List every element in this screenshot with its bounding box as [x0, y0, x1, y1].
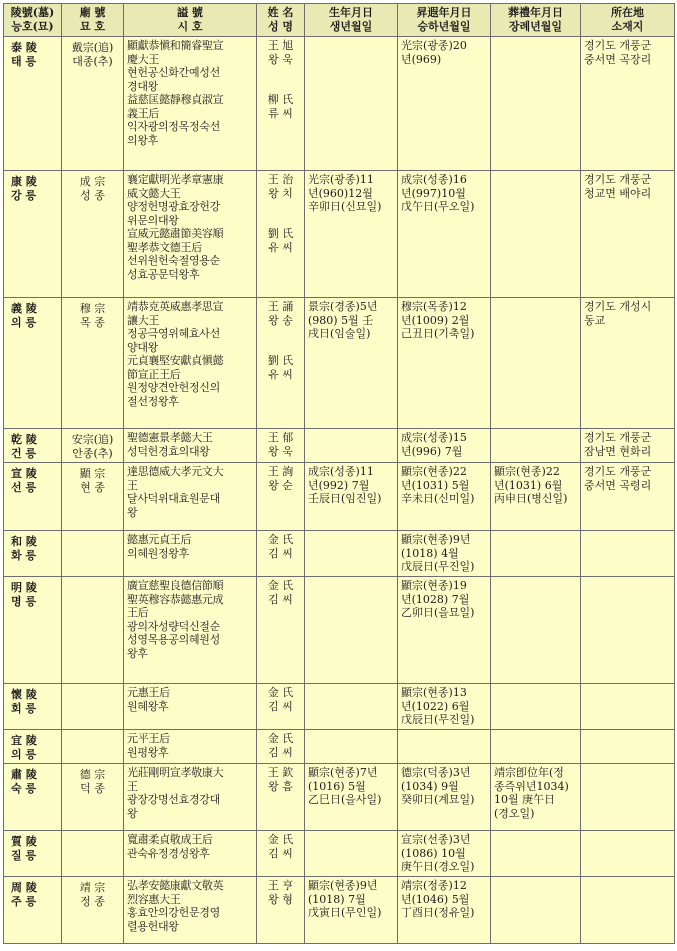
posthumous-title-line: 光莊剛明宣孝敬康大	[127, 766, 224, 779]
header-temple	[62, 4, 124, 37]
tomb-name-cell	[4, 577, 62, 684]
temple-name-hanja: 靖 宗	[79, 881, 106, 894]
location-cell: 경기도 개풍군 중서면 곡장리	[581, 37, 675, 171]
death-date-cell: 靖宗(정종)12 년(1046) 5월 丁酉日(정유일)	[398, 877, 491, 944]
posthumous-title-line: 王	[127, 779, 138, 793]
posthumous-title-line: 왕후	[127, 646, 148, 660]
tomb-table	[3, 3, 675, 944]
posthumous-title-line: 達思德威大孝元文大	[127, 465, 224, 478]
death-date-cell: 顯宗(현종)19 년(1028) 7월 乙卯日(을묘일)	[398, 577, 491, 684]
tomb-name-cell	[4, 831, 62, 877]
table-row	[4, 37, 675, 171]
tomb-name-hangul: 태 릉	[11, 54, 37, 68]
posthumous-title-line: 聖孝恭文德王后	[127, 240, 202, 254]
posthumous-title-line: 현헌공신화간예성선	[127, 66, 220, 79]
death-date-cell: 穆宗(목종)12 년(1009) 2월 己丑日(기축일)	[398, 298, 491, 429]
person-name-hangul: 왕 송	[268, 313, 293, 327]
posthumous-title-line: 절선정왕후	[127, 394, 179, 408]
person-name-cell	[257, 764, 305, 831]
table-row	[4, 764, 675, 831]
posthumous-title-line: 讓大王	[127, 313, 160, 327]
posthumous-title-line: 성영목용공의혜원성	[127, 633, 220, 646]
death-date-cell: 成宗(성종)16 년(997)10월 戊午日(무오일)	[398, 171, 491, 298]
posthumous-title-line: 광장강명선효경강대	[127, 793, 220, 806]
tomb-name-cell	[4, 37, 62, 171]
funeral-date-cell	[491, 831, 581, 877]
posthumous-title-line: 聖英穆容恭懿惠元成	[127, 592, 224, 606]
temple-name-cell	[62, 577, 124, 684]
temple-name-hangul: 덕 종	[80, 781, 105, 795]
posthumous-title-cell	[124, 730, 257, 764]
posthumous-title-line: 元惠王后	[127, 686, 170, 699]
birth-date-cell: 景宗(경종)5년 (980) 5월 壬 戌日(임술일)	[305, 298, 398, 429]
header-tomb-hanja: 陵號(墓)	[10, 6, 55, 19]
person-name-hanja: 柳 氏	[267, 93, 294, 106]
posthumous-title-line: 威文懿大王	[127, 186, 181, 200]
posthumous-title-cell	[124, 684, 257, 730]
posthumous-title-line: 宣威元懿肅節美容順	[127, 227, 224, 240]
posthumous-title-line: 양정헌명광효장헌강	[127, 200, 220, 213]
person-name-hangul: 김 씨	[268, 592, 293, 606]
header-posthumous	[124, 4, 257, 37]
location-cell	[581, 577, 675, 684]
tomb-name-cell	[4, 298, 62, 429]
birth-date-cell	[305, 531, 398, 577]
posthumous-title-line: 顯獻恭愼和簡睿聖宣	[127, 39, 224, 52]
header-location-hangul: 소재지	[611, 20, 644, 33]
funeral-date-cell	[491, 730, 581, 764]
header-name-hanja: 姓 名	[267, 6, 294, 19]
temple-name-cell	[62, 730, 124, 764]
table-row	[4, 298, 675, 429]
tomb-name-hangul: 의 릉	[11, 747, 37, 761]
temple-name-cell	[62, 463, 124, 531]
tomb-name-hanja: 和 陵	[11, 535, 37, 548]
birth-date-cell: 顯宗(현종)7년 (1016) 5월 乙巳日(을사일)	[305, 764, 398, 831]
posthumous-title-line: 관숙유정경성왕후	[127, 846, 210, 860]
person-name-hangul: 김 씨	[268, 546, 293, 560]
header-row	[4, 4, 675, 37]
posthumous-title-line: 王后	[127, 606, 149, 619]
birth-date-cell	[305, 684, 398, 730]
temple-name-hanja: 穆 宗	[79, 302, 106, 315]
temple-name-hangul: 목 종	[80, 315, 105, 329]
posthumous-title-line: 義王后	[127, 106, 160, 120]
temple-name-hanja: 顯 宗	[79, 467, 106, 480]
location-cell	[581, 531, 675, 577]
temple-name-cell	[62, 764, 124, 831]
posthumous-title-line: 廣宣慈聖良德信節順	[127, 579, 224, 592]
posthumous-title-line: 왕	[127, 505, 138, 519]
tomb-name-hangul: 명 릉	[11, 594, 37, 608]
person-name-cell	[257, 429, 305, 463]
location-cell	[581, 730, 675, 764]
funeral-date-cell: 顯宗(현종)22 년(1031) 6월 丙申日(병신일)	[491, 463, 581, 531]
person-name-hanja: 王 誦	[267, 300, 294, 313]
header-birth-hangul: 생년월일	[329, 20, 373, 33]
person-name-hanja: 王 郁	[267, 431, 294, 444]
funeral-date-cell	[491, 298, 581, 429]
location-cell: 경기도 개성시 동교	[581, 298, 675, 429]
header-tomb	[4, 4, 62, 37]
location-cell	[581, 764, 675, 831]
birth-date-cell	[305, 831, 398, 877]
posthumous-title-line: 益慈匡懿靜穆貞淑宣	[127, 93, 224, 106]
tomb-name-cell	[4, 877, 62, 944]
temple-name-cell	[62, 429, 124, 463]
tomb-name-cell	[4, 171, 62, 298]
person-name-hangul: 김 씨	[268, 699, 293, 713]
birth-date-cell	[305, 37, 398, 171]
posthumous-title-cell	[124, 298, 257, 429]
tomb-table-container	[3, 3, 674, 948]
posthumous-title-line: 경대왕	[127, 79, 158, 93]
funeral-date-cell	[491, 37, 581, 171]
header-location	[581, 4, 675, 37]
header-name	[257, 4, 305, 37]
header-funeral	[491, 4, 581, 37]
tomb-name-hanja: 懷 陵	[11, 688, 37, 701]
posthumous-title-line: 양대왕	[127, 340, 158, 354]
posthumous-title-cell	[124, 37, 257, 171]
posthumous-title-line: 聖德憲景孝懿大王	[127, 431, 213, 444]
posthumous-title-cell	[124, 831, 257, 877]
birth-date-cell: 成宗(성종)11 년(992) 7월 壬辰日(임진일)	[305, 463, 398, 531]
posthumous-title-line: 위문의대왕	[127, 213, 179, 227]
person-name-hanja: 王 亨	[267, 879, 294, 892]
person-name-hanja: 金 氏	[267, 732, 294, 745]
tomb-name-hangul: 강 릉	[11, 188, 37, 202]
posthumous-title-line: 렬용헌대왕	[127, 919, 179, 933]
temple-name-hanja: 成 宗	[79, 175, 106, 188]
header-death-hangul: 승하년월일	[417, 20, 471, 33]
posthumous-title-line: 익자광의정목정숙선	[127, 120, 220, 133]
temple-name-cell	[62, 37, 124, 171]
posthumous-title-line: 靖恭克英威惠孝思宣	[127, 300, 224, 313]
posthumous-title-line: 의왕후	[127, 133, 158, 147]
posthumous-title-line: 慶大王	[127, 52, 160, 66]
tomb-name-cell	[4, 429, 62, 463]
temple-name-cell	[62, 877, 124, 944]
posthumous-title-cell	[124, 429, 257, 463]
person-name-hangul: 김 씨	[268, 846, 293, 860]
tomb-name-hanja: 宣 陵	[11, 467, 37, 480]
temple-name-hangul: 성 종	[80, 188, 105, 202]
tomb-name-hangul: 건 릉	[11, 446, 37, 460]
tomb-name-cell	[4, 730, 62, 764]
person-name-hangul: 왕 욱	[268, 444, 293, 458]
table-row	[4, 831, 675, 877]
posthumous-title-cell	[124, 764, 257, 831]
header-temple-hanja: 廟 號	[79, 6, 106, 19]
location-cell: 경기도 개풍군 청교면 배야리	[581, 171, 675, 298]
temple-name-cell	[62, 831, 124, 877]
table-body	[4, 37, 675, 944]
header-posthumous-hangul: 시 호	[177, 20, 203, 33]
header-death-hanja: 昇遐年月日	[416, 6, 472, 19]
person-name-cell	[257, 298, 305, 429]
temple-name-cell	[62, 171, 124, 298]
tomb-name-hangul: 질 릉	[11, 848, 37, 862]
header-tomb-hangul: 능호(묘)	[11, 20, 54, 33]
person-name-hangul: 류 씨	[268, 106, 293, 120]
person-name-hanja: 王 詢	[267, 465, 294, 478]
name-spacer	[260, 200, 301, 227]
temple-name-hanja: 安宗(追)	[71, 433, 114, 446]
posthumous-title-line: 광의자성량덕신절순	[127, 619, 220, 633]
person-name-cell	[257, 531, 305, 577]
table-row	[4, 171, 675, 298]
posthumous-title-line: 왕	[127, 806, 138, 820]
posthumous-title-line: 원혜왕후	[127, 699, 169, 713]
death-date-cell: 成宗(성종)15 년(996) 7월	[398, 429, 491, 463]
funeral-date-cell	[491, 877, 581, 944]
location-cell: 경기도 개풍군 잠남면 현화리	[581, 429, 675, 463]
person-name-cell	[257, 463, 305, 531]
person-name-cell	[257, 730, 305, 764]
header-birth-hanja: 生年月日	[329, 6, 373, 19]
death-date-cell: 顯宗(현종)22 년(1031) 5월 辛未日(신미일)	[398, 463, 491, 531]
birth-date-cell	[305, 577, 398, 684]
tomb-name-hangul: 의 릉	[11, 315, 37, 329]
tomb-name-hangul: 선 릉	[11, 480, 37, 494]
header-name-hangul: 성 명	[267, 20, 294, 33]
person-name-hanja: 金 氏	[267, 833, 294, 846]
person-name-cell	[257, 37, 305, 171]
header-funeral-hanja: 葬禮年月日	[508, 6, 563, 19]
tomb-name-hangul: 화 릉	[11, 548, 37, 562]
posthumous-title-line: 원평왕후	[127, 745, 169, 759]
person-name-hangul: 유 씨	[268, 240, 293, 254]
posthumous-title-line: 선위원헌숙절영용순	[127, 254, 220, 267]
person-name-hanja: 王 治	[267, 173, 294, 186]
person-name-hangul: 왕 형	[268, 892, 293, 906]
posthumous-title-line: 정공극영위혜효사선	[127, 327, 220, 340]
header-posthumous-hanja: 謚 號	[177, 6, 203, 19]
posthumous-title-cell	[124, 531, 257, 577]
posthumous-title-line: 王	[127, 478, 138, 492]
temple-name-cell	[62, 531, 124, 577]
person-name-hanja: 王 旭	[267, 39, 294, 52]
temple-name-hanja: 德 宗	[79, 768, 106, 781]
tomb-name-hanja: 肅 陵	[11, 768, 37, 781]
tomb-name-hanja: 義 陵	[11, 302, 37, 315]
header-temple-hangul: 묘 호	[79, 20, 106, 33]
temple-name-cell	[62, 684, 124, 730]
person-name-cell	[257, 831, 305, 877]
tomb-name-hanja: 周 陵	[11, 881, 37, 894]
funeral-date-cell	[491, 577, 581, 684]
location-cell: 경기도 개풍군 중서면 곡령리	[581, 463, 675, 531]
funeral-date-cell	[491, 531, 581, 577]
header-location-hanja: 所在地	[611, 6, 644, 19]
tomb-name-hanja: 乾 陵	[11, 433, 37, 446]
table-row	[4, 463, 675, 531]
person-name-cell	[257, 877, 305, 944]
table-row	[4, 577, 675, 684]
posthumous-title-line: 寬肅柔貞敬成王后	[127, 833, 213, 846]
table-row	[4, 877, 675, 944]
death-date-cell: 宣宗(선종)3년 (1086) 10월 庚午日(경오일)	[398, 831, 491, 877]
funeral-date-cell	[491, 684, 581, 730]
tomb-name-hanja: 康 陵	[11, 175, 37, 188]
person-name-hangul: 유 씨	[268, 367, 293, 381]
person-name-hangul: 김 씨	[268, 745, 293, 759]
posthumous-title-cell	[124, 577, 257, 684]
person-name-hangul: 왕 흠	[268, 779, 293, 793]
person-name-hanja: 金 氏	[267, 686, 294, 699]
location-cell	[581, 831, 675, 877]
posthumous-title-cell	[124, 463, 257, 531]
tomb-name-hanja: 明 陵	[11, 581, 37, 594]
person-name-cell	[257, 684, 305, 730]
tomb-name-cell	[4, 531, 62, 577]
funeral-date-cell: 靖宗卽位年(정 종즉위년1034) 10월 庚午日 (경오일)	[491, 764, 581, 831]
person-name-hanja: 金 氏	[267, 533, 294, 546]
name-spacer	[260, 327, 301, 354]
birth-date-cell: 顯宗(현종)9년 (1018) 7월 戊寅日(무인일)	[305, 877, 398, 944]
temple-name-hangul: 안종(추)	[72, 446, 113, 460]
death-date-cell: 顯宗(현종)13 년(1022) 6월 戊辰日(무진일)	[398, 684, 491, 730]
location-cell	[581, 684, 675, 730]
name-spacer	[260, 66, 301, 93]
posthumous-title-line: 襄定獻明光孝章憲康	[127, 173, 224, 186]
temple-name-hangul: 현 종	[80, 480, 105, 494]
birth-date-cell	[305, 730, 398, 764]
temple-name-cell	[62, 298, 124, 429]
death-date-cell: 德宗(덕종)3년 (1034) 9월 癸卯日(계묘일)	[398, 764, 491, 831]
posthumous-title-line: 의혜원정왕후	[127, 546, 189, 560]
tomb-name-hangul: 주 릉	[11, 894, 37, 908]
posthumous-title-line: 懿惠元貞王后	[127, 533, 192, 546]
posthumous-title-line: 元貞襄堅安獻貞愼懿	[127, 354, 224, 367]
header-funeral-hangul: 장례년월일	[508, 20, 563, 33]
person-name-hangul: 왕 치	[268, 186, 293, 200]
tomb-name-hanja: 宜 陵	[11, 734, 37, 747]
tomb-name-cell	[4, 684, 62, 730]
posthumous-title-line: 성효공문덕왕후	[127, 267, 200, 281]
tomb-name-hanja: 泰 陵	[11, 41, 37, 54]
birth-date-cell	[305, 429, 398, 463]
death-date-cell	[398, 730, 491, 764]
funeral-date-cell	[491, 429, 581, 463]
temple-name-hanja: 戴宗(追)	[71, 41, 114, 54]
person-name-hanja: 金 氏	[267, 579, 294, 592]
person-name-cell	[257, 171, 305, 298]
posthumous-title-line: 弘孝安懿康獻文敬英	[127, 879, 224, 892]
location-cell	[581, 877, 675, 944]
posthumous-title-line: 성덕헌경효의대왕	[127, 444, 210, 458]
table-row	[4, 531, 675, 577]
posthumous-title-line: 달사덕위대효원문대	[127, 492, 220, 505]
table-row	[4, 730, 675, 764]
temple-name-hangul: 정 종	[80, 894, 105, 908]
tomb-name-hangul: 숙 릉	[11, 781, 37, 795]
header-birth	[305, 4, 398, 37]
person-name-hanja: 劉 氏	[267, 227, 294, 240]
table-row	[4, 429, 675, 463]
header-death	[398, 4, 491, 37]
person-name-hanja: 劉 氏	[267, 354, 294, 367]
person-name-cell	[257, 577, 305, 684]
posthumous-title-line: 元平王后	[127, 732, 170, 745]
posthumous-title-line: 烈容惠大王	[127, 892, 181, 906]
table-row	[4, 684, 675, 730]
funeral-date-cell	[491, 171, 581, 298]
death-date-cell: 光宗(광종)20 년(969)	[398, 37, 491, 171]
posthumous-title-line: 節宣正王后	[127, 367, 181, 381]
person-name-hanja: 王 欽	[267, 766, 294, 779]
birth-date-cell: 光宗(광종)11 년(960)12월 辛卯日(신묘일)	[305, 171, 398, 298]
person-name-hangul: 왕 욱	[268, 52, 293, 66]
posthumous-title-cell	[124, 171, 257, 298]
posthumous-title-line: 원정양견안헌정신의	[127, 381, 220, 394]
death-date-cell: 顯宗(현종)9년 (1018) 4월 戊辰日(무진일)	[398, 531, 491, 577]
posthumous-title-line: 홍효안의강헌문경영	[127, 906, 220, 919]
tomb-name-cell	[4, 764, 62, 831]
tomb-name-cell	[4, 463, 62, 531]
posthumous-title-cell	[124, 877, 257, 944]
tomb-name-hanja: 質 陵	[11, 835, 37, 848]
person-name-hangul: 왕 순	[268, 478, 293, 492]
temple-name-hangul: 대종(추)	[72, 54, 113, 68]
tomb-name-hangul: 회 릉	[11, 701, 37, 715]
